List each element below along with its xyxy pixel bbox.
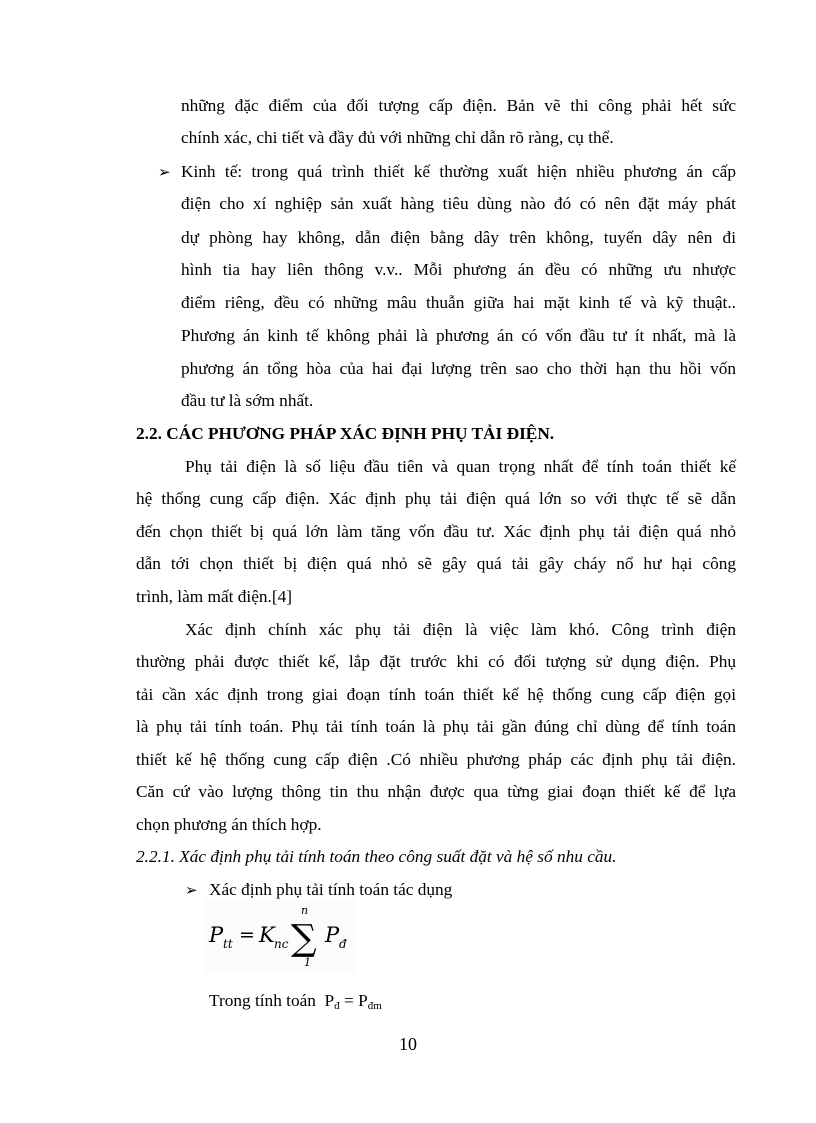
text-line: những đặc điểm của đối tượng cấp điện. Bản vẽ thi công phải hết sức <box>181 96 736 115</box>
calc-p1: P <box>324 991 335 1010</box>
section-heading: 2.2. CÁC PHƯƠNG PHÁP XÁC ĐỊNH PHỤ TẢI ĐIỆN. <box>136 424 555 443</box>
text-line: hình tia hay liên thông v.v.. Mỗi phương án đều có những ưu nhược <box>181 260 736 279</box>
text-line: Phương án kinh tế không phải là phương án có vốn đầu tư ít nhất, mà là <box>181 326 736 345</box>
text-line: trình, làm mất điện.[4] <box>136 587 292 606</box>
text-line: đầu tư là sớm nhất. <box>181 391 314 410</box>
page-number: 10 <box>399 1034 417 1054</box>
formula-lhs-sub: tt <box>223 937 233 951</box>
formula-equals: = <box>239 924 255 946</box>
calc-p2: P <box>358 991 368 1010</box>
text-line: hệ thống cung cấp điện. Xác định phụ tải điện quá lớn so với thực tế sẽ dẫn <box>136 489 736 508</box>
text-line: điểm riêng, đều có những mâu thuẫn giữa hai mặt kinh tế và kỹ thuật.. <box>181 293 736 312</box>
text-line: thiết kế hệ thống cung cấp điện .Có nhiều phương pháp các định phụ tải điện. <box>136 750 736 769</box>
formula-upper-limit: n <box>301 904 309 917</box>
text-line: thường phải được thiết kế, lắp đặt trước khi có đối tượng sử dụng điện. Phụ <box>136 652 736 671</box>
calc-note-prefix: Trong tính toán <box>209 991 316 1010</box>
formula-coef-sub: nc <box>274 937 289 951</box>
calc-eq: = <box>344 991 354 1010</box>
text-line: chính xác, chi tiết và đầy đủ với những chỉ dẫn rõ ràng, cụ thể. <box>181 128 614 147</box>
formula-lhs: P <box>209 923 224 947</box>
text-line: Xác định chính xác phụ tải điện là việc làm khó. Công trình điện <box>185 620 736 639</box>
text-line: dẫn tới chọn thiết bị điện quá nhỏ sẽ gây quá tải gây cháy nổ hư hại công <box>136 554 736 573</box>
subsection-heading: 2.2.1. Xác định phụ tải tính toán theo công suất đặt và hệ số nhu cầu. <box>136 847 617 866</box>
text-line: là phụ tải tính toán. Phụ tải tính toán là phụ tải gần đúng chỉ dùng để tính toán <box>136 717 736 736</box>
text-line: đến chọn thiết bị quá lớn làm tăng vốn đầu tư. Xác định phụ tải điện quá nhỏ <box>136 522 736 541</box>
text-line: Kinh tế: trong quá trình thiết kế thường xuất hiện nhiều phương án cấp <box>181 162 736 181</box>
formula-term: P <box>325 923 340 947</box>
text-line: dự phòng hay không, dẫn điện bằng dây trên không, tuyến dây nên đi <box>181 228 736 247</box>
text-line: chọn phương án thích hợp. <box>136 815 322 834</box>
text-line: Căn cứ vào lượng thông tin thu nhận được qua từng giai đoạn thiết kế để lựa <box>136 782 736 801</box>
bullet-arrow-icon: ➢ <box>185 881 198 899</box>
text-line: phương án tổng hòa của hai đại lượng trên sao cho thời hạn thu hồi vốn <box>181 359 736 378</box>
text-line: điện cho xí nghiệp sản xuất hàng tiêu dùng nào đó có nên đặt máy phát <box>181 194 736 213</box>
calc-p2-sub: đm <box>367 1000 382 1012</box>
text-line: Phụ tải điện là số liệu đầu tiên và quan trọng nhất để tính toán thiết kế <box>185 457 736 476</box>
formula-term-sub: đ <box>339 937 347 951</box>
text-line: Xác định phụ tải tính toán tác dụng <box>209 880 453 899</box>
bullet-arrow-icon: ➢ <box>158 163 171 181</box>
text-line: tải cần xác định trong giai đoạn tính toán thiết kế hệ thống cung cấp điện gọi <box>136 685 736 704</box>
formula <box>205 900 355 972</box>
calc-p1-sub: đ <box>334 1000 340 1012</box>
formula-lower-limit: 1 <box>304 956 311 969</box>
calc-note <box>209 990 382 1017</box>
formula-coef: K <box>259 923 275 947</box>
sum-icon: ∑ <box>291 918 317 959</box>
